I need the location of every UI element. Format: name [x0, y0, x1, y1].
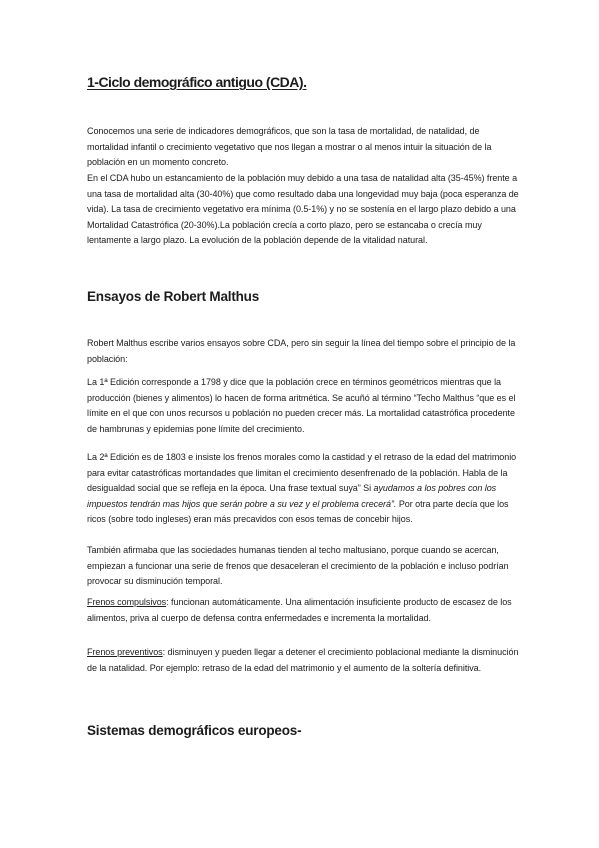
paragraph-techo-maltusiano: También afirmaba que las sociedades humanas tienden al techo maltusiano, porque cuando se acercan, empiezan a funcionar una serie de frenos que desaceleran el crecimiento de la población e incluso podrían provocar su disminución temporal.	[87, 545, 509, 586]
paragraph-frenos-compulsivos	[87, 595, 519, 626]
frenos-preventivos-label: Frenos preventivos	[87, 647, 163, 657]
heading-sistemas-demograficos: Sistemas demográficos europeos-	[87, 723, 302, 738]
paragraph-segunda-edicion	[87, 450, 519, 528]
malthus-quote: ayudamos a los pobres con los impuestos tendrán mas hijos que serán pobre a su vez y el problema crecerá”.	[87, 483, 497, 509]
paragraph-malthus-intro: Robert Malthus escribe varios ensayos sobre CDA, pero sin seguir la línea del tiempo sobre el principio de la población:	[87, 338, 516, 364]
paragraph-primera-edicion: La 1ª Edición corresponde a 1798 y dice que la población crece en términos geométricos mientras que la producción (bienes y alimentos) lo hacen de forma aritmética. Se acuñó al término “Techo Malthus “que es el límite en el que con unos recursos u población no pueden crecer más. La mortalidad catastrófica procedente de hambrunas y epidemias pone límite del crecimiento.	[87, 377, 516, 434]
frenos-compulsivos-label: Frenos compulsivos	[87, 597, 167, 607]
title-dot: .	[303, 74, 307, 90]
page-title	[87, 74, 306, 90]
segunda-edicion-continuation: Por otra parte decía que los ricos (sobre todo ingleses) eran más precavidos con esos temas de concebir hijos.	[87, 498, 509, 524]
paragraph-cda-estancamiento: En el CDA hubo un estancamiento de la población muy debido a una tasa de natalidad alta (35-45%) frente a una tasa de mortalidad alta (30-40%) que como resultado daba una longevidad muy baja (poca esperanza de vida). La tasa de crecimiento vegetativo era mínima (0.5-1%) y no se sostenía en el largo plazo debido a una Mortalidad Catastrófica (20-30%).La población crecía a corto plazo, pero se estancaba o crecía muy lentamente a largo plazo. La evolución de la población depende de la vitalidad natural.	[87, 173, 519, 245]
heading-ensayos-malthus: Ensayos de Robert Malthus	[87, 289, 260, 304]
title-text: 1-Ciclo demográfico antiguo (CDA)	[87, 74, 304, 90]
frenos-preventivos-text: : disminuyen y pueden llegar a detener el crecimiento poblacional mediante la disminución de la natalidad. Por ejemplo: retraso de la edad del matrimonio y el aumento de la soltería definitiva.	[87, 647, 519, 673]
paragraph-frenos-preventivos	[87, 645, 519, 676]
paragraph-indicadores: Conocemos una serie de indicadores demográficos, que son la tasa de mortalidad, de natalidad, de mortalidad infantil o crecimiento vegetativo que nos llegan a mostrar o al menos intuir la situación de la población en un momento concreto.	[87, 126, 492, 167]
frenos-compulsivos-text: : funcionan automáticamente. Una alimentación insuficiente producto de escasez de los alimentos, priva al cuerpo de defensa contra enfermedades e incrementa la mortalidad.	[87, 597, 512, 623]
segunda-edicion-text: La 2ª Edición es de 1803 e insiste los frenos morales como la castidad y el retraso de la edad del matrimonio para evitar catastróficas mortandades que limitan el crecimiento desenfrenado de la población. Habla de la desigualdad social que se refleja en la época. Una frase textual suya” Si	[87, 452, 517, 493]
